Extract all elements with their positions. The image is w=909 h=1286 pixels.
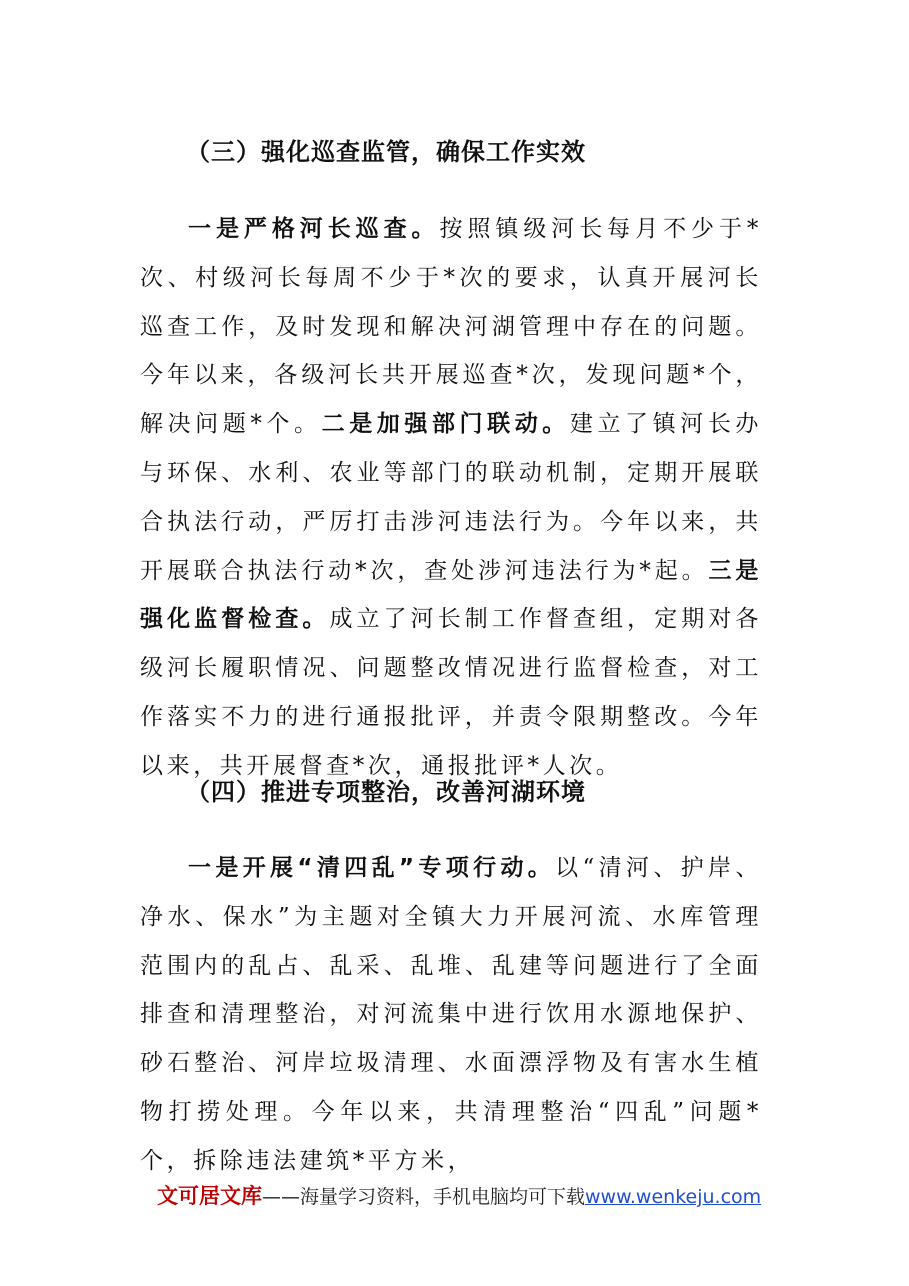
action-1-title: 一是开展“清四乱”专项行动。 — [188, 855, 556, 881]
section-4-paragraph — [140, 844, 762, 1186]
footer-banner — [157, 1180, 761, 1210]
point-2-text: 建立了镇河长办与环保、水利、农业等部门的联动机制，定期开展联合执法行动，严厉打击涉河违法行为。今年以来，共开展联合执法行动*次，查处涉河违法行为*起。 — [140, 411, 763, 584]
section-heading-3: （三）强化巡查监管，确保工作实效 — [186, 138, 586, 166]
point-1-text: 按照镇级河长每月不少于*次、村级河长每周不少于*次的要求，认真开展河长巡查工作，及时发现和解决河湖管理中存在的问题。今年以来，各级河长共开展巡查*次，发现问题*个，解决问题*个。 — [140, 216, 763, 438]
section-3-paragraph — [140, 205, 762, 791]
action-1-text: 以“清河、护岸、净水、保水”为主题对全镇大力开展河流、水库管理范围内的乱占、乱采、乱堆、乱建等问题进行了全面排查和清理整治，对河流集中进行饮用水源地保护、砂石整治、河岸垃圾清理、水面漂浮物及有害水生植物打捞处理。今年以来，共清理整治“四乱”问题*个，拆除违法建筑*平方米， — [140, 855, 762, 1174]
footer-website-link[interactable]: www.wenkeju.com — [585, 1186, 762, 1208]
point-2-title: 二是加强部门联动。 — [321, 411, 570, 438]
point-3-text: 成立了河长制工作督查组，定期对各级河长履职情况、问题整改情况进行监督检查，对工作落实不力的进行通报批评，并责令限期整改。今年以来，共开展督查*次，通报批评*人次。 — [140, 606, 762, 779]
point-1-title: 一是严格河长巡查。 — [188, 216, 440, 242]
footer-tagline: ——海量学习资料，手机电脑均可下载 — [262, 1186, 586, 1208]
footer-brand: 文可居文库 — [157, 1184, 262, 1208]
point-3-title: 三是强化监督检查。 — [140, 557, 763, 633]
section-heading-4: （四）推进专项整治，改善河湖环境 — [186, 778, 586, 806]
